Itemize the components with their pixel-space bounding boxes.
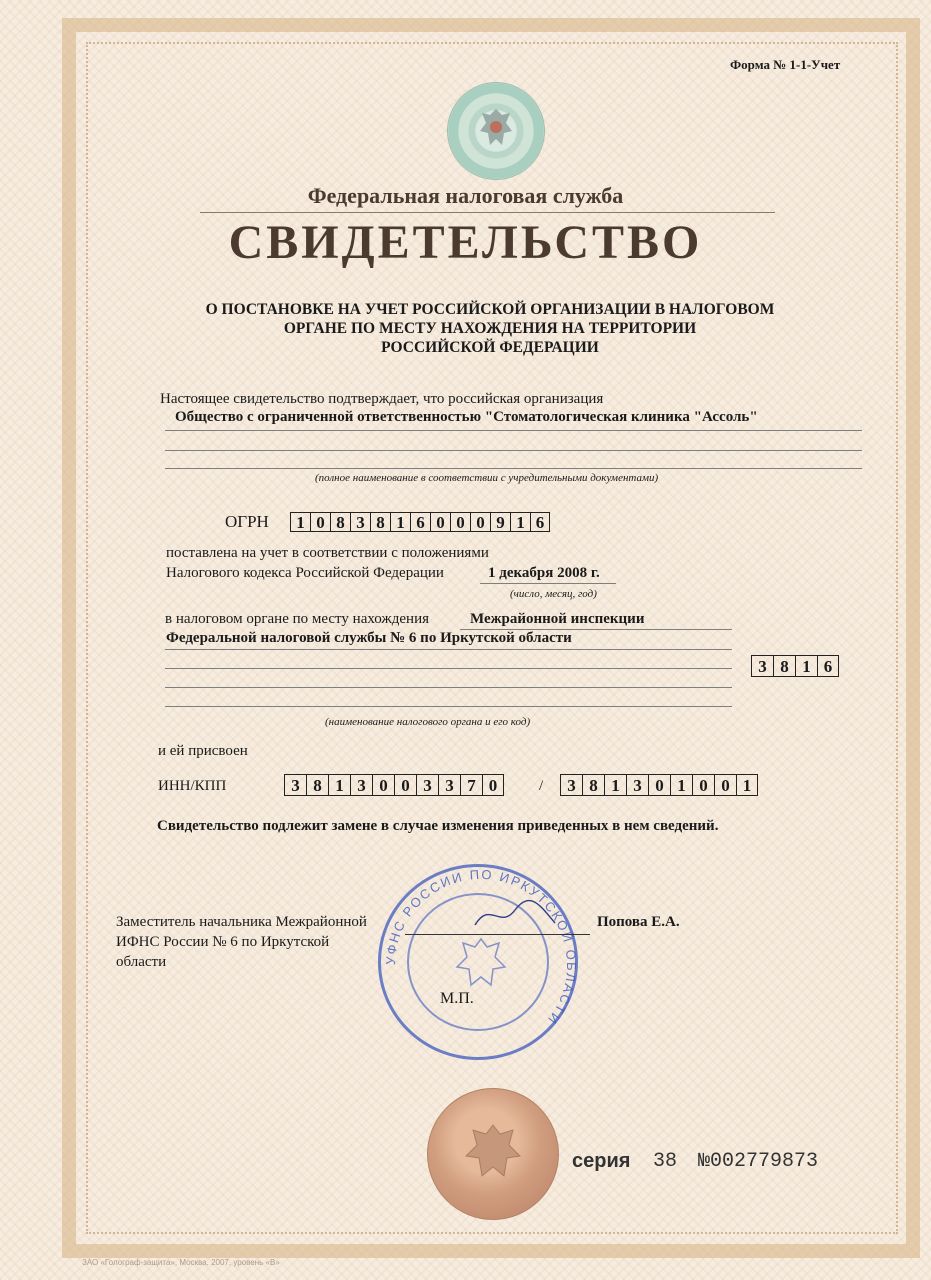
inn-digit: 8: [306, 774, 328, 796]
authority-caption: (наименование налогового органа и его код): [325, 716, 531, 728]
registration-date: 1 декабря 2008 г.: [488, 565, 600, 581]
intro-text: Настоящее свидетельство подтверждает, что российская организация: [160, 391, 604, 407]
kpp-digit: 1: [670, 774, 692, 796]
subtitle-line-1: О ПОСТАНОВКЕ НА УЧЕТ РОССИЙСКОЙ ОРГАНИЗАЦИИ В НАЛОГОВОМ: [205, 301, 775, 318]
inn-digit: 0: [372, 774, 394, 796]
inn-digit: 1: [328, 774, 350, 796]
assigned-text: и ей присвоен: [158, 743, 248, 759]
subtitle-line-3: РОССИЙСКОЙ ФЕДЕРАЦИИ: [381, 339, 599, 356]
tax-authority-name-1: Межрайонной инспекции: [470, 611, 645, 627]
fill-line: [165, 450, 862, 451]
kpp-digit: 3: [560, 774, 582, 796]
signer-title-line-2: ИФНС России № 6 по Иркутской: [116, 934, 330, 950]
fill-line: [165, 668, 732, 669]
authority-code-digit: 1: [795, 655, 817, 677]
form-number: Форма № 1-1-Учет: [730, 57, 841, 72]
ogrn-digit: 8: [330, 512, 350, 532]
ogrn-digit: 8: [370, 512, 390, 532]
inn-digit: 0: [394, 774, 416, 796]
kpp-digit: 0: [714, 774, 736, 796]
official-stamp: [378, 864, 578, 1060]
inn-digit: 7: [460, 774, 482, 796]
fill-line: [165, 468, 862, 469]
series-label: серия: [572, 1150, 631, 1172]
seal-placeholder-mp: М.П.: [440, 990, 474, 1007]
printer-footer: ЗАО «Голограф-защита», Москва, 2007, уровень «В»: [82, 1258, 280, 1267]
embossed-seal-icon: [427, 1088, 559, 1220]
ogrn-digit: 3: [350, 512, 370, 532]
ogrn-boxes: [290, 512, 550, 532]
fill-line: [165, 649, 732, 650]
signer-title-line-3: области: [116, 954, 167, 970]
org-name-caption: (полное наименование в соответствии с учредительными документами): [315, 472, 659, 484]
ogrn-digit: 0: [450, 512, 470, 532]
agency-underline: [200, 212, 775, 213]
kpp-boxes: [560, 774, 758, 796]
document-subtitle: [0, 300, 931, 357]
registered-text-2: Налогового кодекса Российской Федерации: [166, 565, 444, 581]
certificate-number: №002779873: [698, 1150, 819, 1173]
signer-title: [116, 912, 367, 972]
agency-name: Федеральная налоговая служба: [307, 183, 624, 208]
inn-digit: 3: [416, 774, 438, 796]
ogrn-digit: 1: [510, 512, 530, 532]
ogrn-digit: 9: [490, 512, 510, 532]
fill-line: [165, 430, 862, 431]
ogrn-label: ОГРН: [225, 512, 269, 531]
authority-code-digit: 6: [817, 655, 839, 677]
ogrn-digit: 0: [430, 512, 450, 532]
kpp-digit: 0: [648, 774, 670, 796]
signer-title-line-1: Заместитель начальника Межрайонной: [116, 914, 367, 930]
inn-digit: 3: [438, 774, 460, 796]
kpp-digit: 0: [692, 774, 714, 796]
signature-scribble-icon: [470, 895, 560, 935]
subtitle-line-2: ОРГАНЕ ПО МЕСТУ НАХОЖДЕНИЯ НА ТЕРРИТОРИИ: [283, 320, 697, 337]
document-title: СВИДЕТЕЛЬСТВО: [228, 216, 703, 269]
authority-code-digit: 3: [751, 655, 773, 677]
inn-digit: 3: [350, 774, 372, 796]
tax-authority-label: в налоговом органе по месту нахождения: [165, 611, 430, 627]
inn-digit: 3: [284, 774, 306, 796]
inn-kpp-label: ИНН/КПП: [158, 778, 227, 794]
ogrn-digit: 6: [530, 512, 550, 532]
kpp-digit: 1: [604, 774, 626, 796]
ogrn-digit: 0: [470, 512, 490, 532]
inn-boxes: [284, 774, 504, 796]
date-underline: [480, 583, 616, 584]
kpp-digit: 3: [626, 774, 648, 796]
ogrn-digit: 0: [310, 512, 330, 532]
inn-kpp-separator: /: [539, 778, 544, 794]
kpp-digit: 8: [582, 774, 604, 796]
inn-digit: 0: [482, 774, 504, 796]
hologram-emblem-icon: [447, 82, 545, 180]
ogrn-digit: 1: [390, 512, 410, 532]
organization-name: Общество с ограниченной ответственностью "Стоматологическая клиника "Ассоль": [175, 409, 758, 425]
signer-name: Попова Е.А.: [597, 914, 680, 930]
ogrn-digit: 6: [410, 512, 430, 532]
authority-code-digit: 8: [773, 655, 795, 677]
date-caption: (число, месяц, год): [510, 588, 597, 600]
eagle-emblem-icon: [451, 933, 511, 997]
fill-line: [165, 706, 732, 707]
tax-authority-name-2: Федеральной налоговой службы № 6 по Иркутской области: [166, 630, 572, 646]
ogrn-digit: 1: [290, 512, 310, 532]
replacement-notice: Свидетельство подлежит замене в случае изменения приведенных в нем сведений.: [157, 818, 719, 834]
fill-line: [165, 687, 732, 688]
stamp-ring-text: УФНС РОССИИ ПО ИРКУТСКОЙ ОБЛАСТИ: [382, 867, 580, 1029]
registered-text-1: поставлена на учет в соответствии с положениями: [166, 545, 489, 561]
series-value: 38: [653, 1150, 678, 1173]
authority-code-boxes: [751, 655, 839, 677]
kpp-digit: 1: [736, 774, 758, 796]
